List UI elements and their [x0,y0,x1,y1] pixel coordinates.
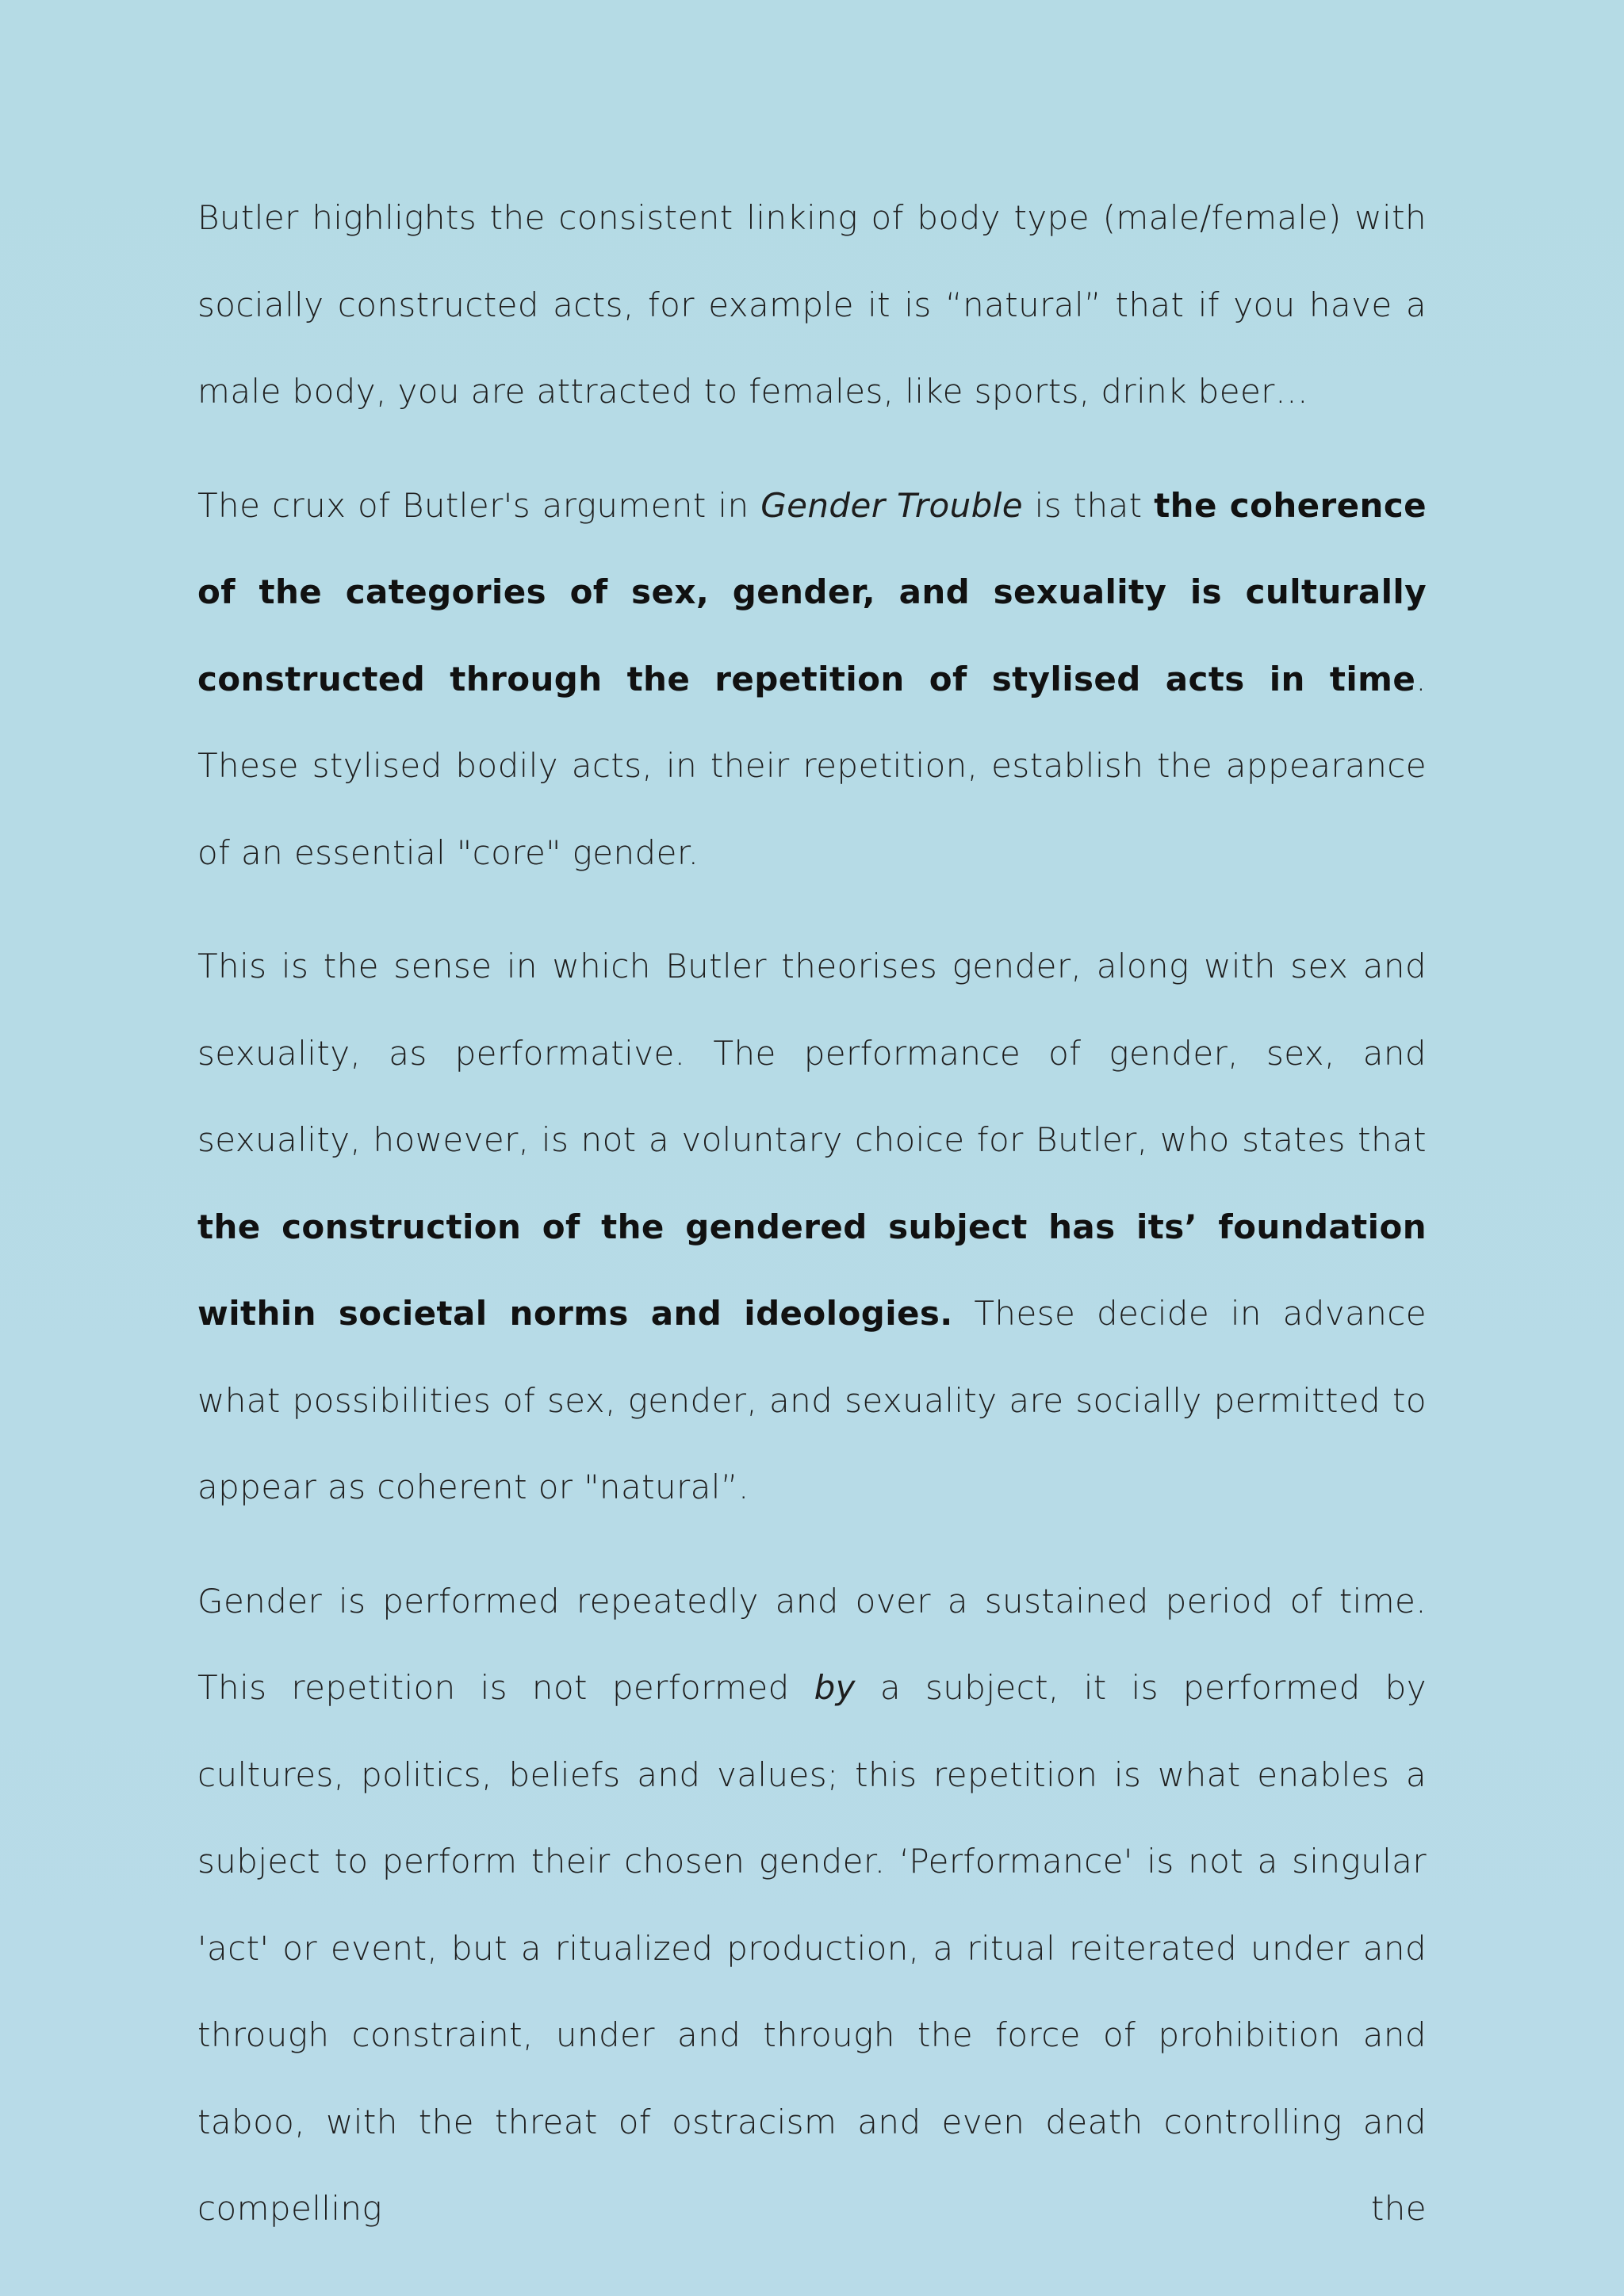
paragraph-body-type-linking [197,174,1427,435]
text-run: . These stylised bodily acts, in their repetition, establish the appearance of an essential "core" gender. [197,659,1427,872]
bold-statement: the coherence of the categories of sex, gender, and sexuality is culturally constructed through the repetition of stylised acts in time [197,485,1427,698]
bold-statement: the construction of the gendered subject has its’ foundation within societal norms and ideologies. [197,1207,1427,1333]
text-run: Butler highlights the consistent linking of body type (male/female) with socially constructed acts, for example it is “natural” that if you have a male body, you are attracted to females, like sports, drink beer… [197,198,1427,411]
text-run: These decide in advance what possibilities of sex, gender, and sexuality are socially permitted to appear as coherent or "natural”. [197,1294,1427,1506]
document-body [197,174,1427,2279]
text-run: a subject, it is performed by cultures, politics, beliefs and values; this repetition is what enables a subject to perform their chosen gender. ‘Performance' is not a singular 'act' or event, but a ritualized production, a ritual reiterated under and through constraint, under and through the force of prohibition and taboo, with the threat of ostracism and even death controlling and compelling the [197,1668,1427,2228]
paragraph-crux-of-argument [197,462,1427,897]
text-run: This is the sense in which Butler theorises gender, along with sex and sexuality, as performative. The performance of gender, sex, and sexuality, however, is not a voluntary choice for Butler, who states that [197,947,1427,1159]
paragraph-performative [197,923,1427,1531]
emphasis-word: by [814,1668,856,1707]
book-title: Gender Trouble [760,485,1023,525]
text-run: is that [1022,485,1155,525]
paragraph-repetition [197,1558,1427,2252]
text-run: Gender is performed repeatedly and over a sustained period of time. This repetition is not performed [197,1581,1427,1707]
text-run: The crux of Butler's argument in [197,485,761,525]
